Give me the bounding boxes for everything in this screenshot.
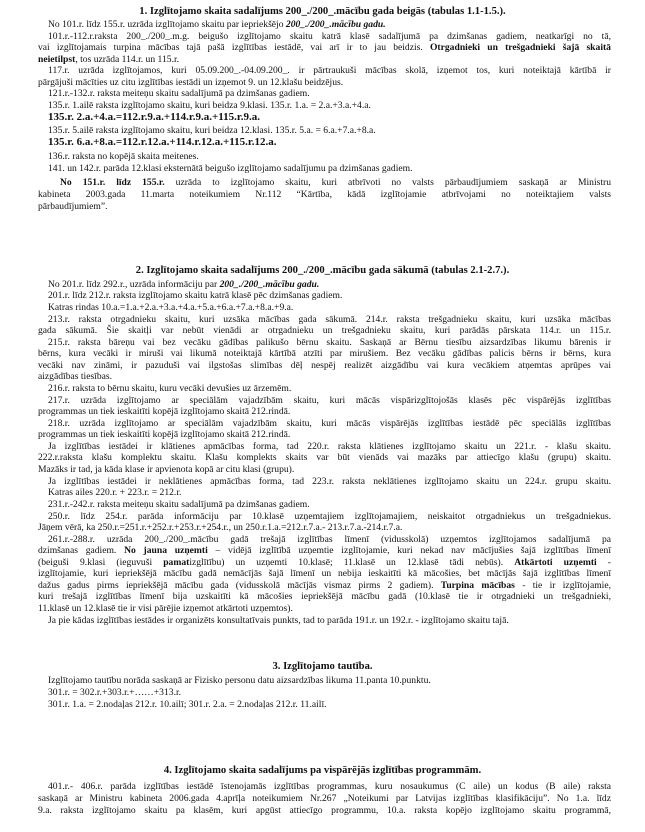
s2-line: Ja pie kādas izglītības iestādes ir organizēts konsultatīvais punkts, tad to parāda 191.r. un 192.r. - izglītojamo skaitu tajā. [48, 615, 509, 626]
s2-line: Jāņem vērā, ka 250.r.=251.r.+252.r.+253.r.+254.r., un 250.r.1.a.=212.r.7.a.- 213.r.7.a.-214.r.7.a. [38, 522, 403, 533]
s2-line: programmas un tiek ieskaitīti kopējā izglītojamo skaitā 212.rindā. [38, 429, 291, 440]
s3-line: Izglītojamo tautību norāda saskaņā ar Fizisko personu datu aizsardzības likuma 11.panta 10.punktu. [48, 675, 431, 686]
s2-line: 215.r. raksta bāreņu vai bez vecāku gādības palikušo bērnu skaitu. Saskaņā ar Bērnu tiesību aizsardzības likumu bārenis ir [48, 337, 611, 348]
s2-line: (beiguši 9.klasi (ieguvuši pamatizglītību) un uzņemti 10.klasē; 11.klasē un 12.klasē tādi nebūs). Atkārtoti uzņemti - [38, 557, 611, 568]
s1-para-line: No 151.r. līdz 155.r. uzrāda to izglītojamo skaitu, kuri atbrīvoti no valsts pārbaudījumiem saskaņā ar Ministru [60, 177, 612, 188]
s4-line: saskaņā ar Ministru kabineta 2006.gada 4.aprīļa noteikumiem Nr.267 „Noteikumi par Latvijas izglītības klasifikāciju”. No 1.a. līdz [38, 793, 611, 804]
s2-line: 261.r.-288.r. uzrāda 200_./200_.mācību gadā trešajā izglītības līmenī (vidusskolā) uzņemtos izglītojamos sadalījumā pa [48, 534, 611, 545]
s2-line: bērns, kura vecāki ir miruši vai likumā noteiktajā kārtībā atzīti par mirušiem. Bez vecāku gādības palicis bērns ir bērns, kura [38, 348, 611, 359]
s2-line: gada sākumā. Šie skaitļi var nebūt vienādi ar otrgadnieku un trešgadnieku skaitu, kuri parādās pārskata 114.r. un 115.r. [38, 325, 611, 336]
s2-line: Ja izglītības iestādei ir klātienes apmācības forma, tad 220.r. raksta klātienes izglītojamo skaitu un 221.r. - klašu skaitu. [48, 441, 611, 452]
section-1-heading: 1. Izglītojamo skaita sadalījums 200_./200_.mācību gada beigās (tabulas 1.1-1.5.). [139, 6, 506, 17]
s1-para-line: 135.r. 5.ailē raksta izglītojamo skaitu, kuri beidza 12.klasi. 135.r. 5.a. = 6.a.+7.a.+8.a. [48, 125, 376, 136]
s1-para-line: kabineta 2003.gada 11.marta noteikumiem Nr.112 “Kārtība, kādā izglītojamie atbrīvojami no noteiktajiem valsts [38, 189, 611, 200]
s2-line: kuri trešajā izglītības līmenī bija uzskaitīti kā mācošies iepriekšējā mācību gadā (10.klasē tie ir otrgadnieki un trešgadnieki, [38, 591, 611, 602]
s2-line: 231.r.-242.r. raksta meiteņu skaitu sadalījumā pa dzimšanas gadiem. [48, 499, 310, 510]
s1-para-line: pārgājuši mācīties uz citu izglītības iestādi un izņemot 9. un 12.klašu beidzējus. [38, 77, 344, 88]
s2-line: 11.klasē un 12.klasē tie ir visi pārējie izņemot atkārtoti uzņemtos). [38, 603, 293, 614]
s1-formula-2: 135.r. 6.a.+8.a.=112.r.12.a.+114.r.12.a.+115.r.12.a. [48, 136, 277, 148]
s2-line: dažus gadus pirms iepriekšējā mācību gada (vidusskolā mācījās vismaz pirms 2 gadiem). Turpina mācības - tie ir izglītojamie, [38, 580, 611, 591]
s1-para-line: 135.r. 1.ailē raksta izglītojamo skaitu, kuri beidza 9.klasi. 135.r. 1.a. = 2.a.+3.a.+4.a. [48, 100, 371, 111]
s2-line: Katras ailes 220.r. + 223.r. = 212.r. [48, 487, 182, 498]
s2-line: No 201.r. līdz 292.r., uzrāda informāciju par 200_./200_.mācību gadu. [48, 279, 320, 290]
s2-line: Mazāks ir tad, ja kāda klase ir apvienota kopā ar citu klasi (grupu). [38, 464, 295, 475]
s1-para-line: vai izglītojamais turpina mācības tajā pašā izglītības iestādē, vai arī ir to jau beidzis. Otrgadnieki un trešgadnieki šajā skaitā [38, 42, 611, 53]
s2-line: Katras rindas 10.a.=1.a.+2.a.+3.a.+4.a.+5.a.+6.a.+7.a.+8.a.+9.a. [48, 302, 294, 313]
s1-para-line: 141. un 142.r. parāda 12.klasi eksternātā beigušo izglītojamo sadalījumu pa dzimšanas gadiem. [48, 163, 413, 174]
s2-line: aizgādības tiesības. [38, 371, 113, 382]
s2-line: 217.r. uzrāda izglītojamo ar speciālām vajadzībām skaitu, kuri mācās vispārizglītojošās klasēs pēc vispārējās izglītības [48, 395, 611, 406]
section-3-heading: 3. Izglītojamo tautība. [272, 661, 373, 672]
s1-para-line: 101.r.-112.r.raksta 200_./200_.m.g. beigušo izglītojamo skaitu katrā klasē sadalījumā pa dzimšanas gadiem, neatkarīgi no tā, [48, 31, 611, 42]
s4-line: 401.r.- 406.r. parāda izglītības iestādē īstenojamās izglītības programmas, kuru nosaukumus (C aile) un kodus (B aile) raksta [48, 781, 611, 792]
section-2-heading: 2. Izglītojamo skaita sadalījums 200_./200_.mācību gada sākumā (tabulas 2.1-2.7.). [135, 265, 510, 276]
s2-line: 216.r. raksta to bērnu skaitu, kuru vecāki devušies uz ārzemēm. [48, 383, 292, 394]
s3-line: 301.r. 1.a. = 2.nodaļas 212.r. 10.ailī; 301.r. 2.a. = 2.nodaļas 212.r. 11.ailī. [48, 699, 327, 710]
s1-para-line: 121.r.-132.r. raksta meiteņu skaitu sadalījumā pa dzimšanas gadiem. [48, 88, 310, 99]
s2-line: 218.r. uzrāda izglītojamo ar speciālām vajadzībām skaitu, kuri mācās vispārējās izglītības iestādē pēc speciālās izglītības [48, 418, 611, 429]
s2-line: dzimšanas gadiem. No jauna uzņemti – vidējā izglītībā uzņemtie izglītojamie, kuri nekad nav mācījušies šajā izglītības līmenī [38, 545, 611, 556]
s1-intro: No 101.r. līdz 155.r. uzrāda izglītojamo skaitu par iepriekšējo 200_./200_.mācību gadu. [48, 19, 386, 30]
s1-para-line: pārbaudījumiem”. [38, 201, 108, 212]
s2-line: 213.r. raksta otrgadnieku skaitu, kuri uzsāka mācības gada sākumā. 214.r. raksta trešgadnieku skaitu, kuri uzsāka mācības [48, 314, 611, 325]
s2-line: vecāki nav zināmi, ir pazuduši vai ilgstošas slimības dēļ nespēj realizēt aizgādību vai kura vecākiem atņemtas aprūpes vai [38, 360, 611, 371]
s1-para-line: 136.r. raksta no kopējā skaita meitenes. [48, 151, 199, 162]
s2-line: 250.r. līdz 254.r. parāda informāciju par 10.klasē uzņemtajiem izglītojamajiem, neiskaitot otrgadniekus un trešgadniekus. [48, 511, 611, 522]
s1-formula-1: 135.r. 2.a.+4.a.=112.r.9.a.+114.r.9.a.+115.r.9.a. [48, 111, 260, 123]
s3-line: 301.r. = 302.r.+303.r.+……+313.r. [48, 687, 182, 698]
s4-line: 9.a. raksta izglītojamo skaitu pa klasēm, kuri apgūst attiecīgo programmu, 10.a. raksta kopējo izglītojamo skaitu programmā, [38, 805, 611, 816]
s2-line: 222.r.raksta klašu komplektu skaitu. Klašu komplekts skaits var būt vienāds vai mazāks par attiecīgo klašu (grupu) skaitu. [38, 452, 611, 463]
section-4-heading: 4. Izglītojamo skaita sadalījums pa vispārējās izglītības programmām. [163, 765, 482, 776]
s1-para-line: neietilpst, tos uzrāda 114.r. un 115.r. [38, 54, 180, 65]
s2-line: Ja izglītības iestādei ir neklātienes apmācības forma, tad 223.r. raksta neklātienes izglītojamo skaitu un 224.r. grupu skaitu. [48, 476, 611, 487]
s2-line: 201.r. līdz 212.r. raksta izglītojamo skaitu katrā klasē pēc dzimšanas gadiem. [48, 290, 343, 301]
s2-line: programmas un tiek ieskaitīti kopējā izglītojamo skaitā 212.rindā. [38, 406, 291, 417]
s1-para-line: 117.r. uzrāda izglītojamos, kuri 05.09.200_.-04.09.200_. ir pārtraukuši mācības skolā, izņemot tos, kuri noteiktajā kārtībā ir [48, 65, 611, 76]
s2-line: izglītojamie, kuri iepriekšējā mācību gadā nemācījās šajā līmenī un nebija ieskaitīti kā mācošies, bet mācījās šajā izglītības līmenī [38, 568, 611, 579]
